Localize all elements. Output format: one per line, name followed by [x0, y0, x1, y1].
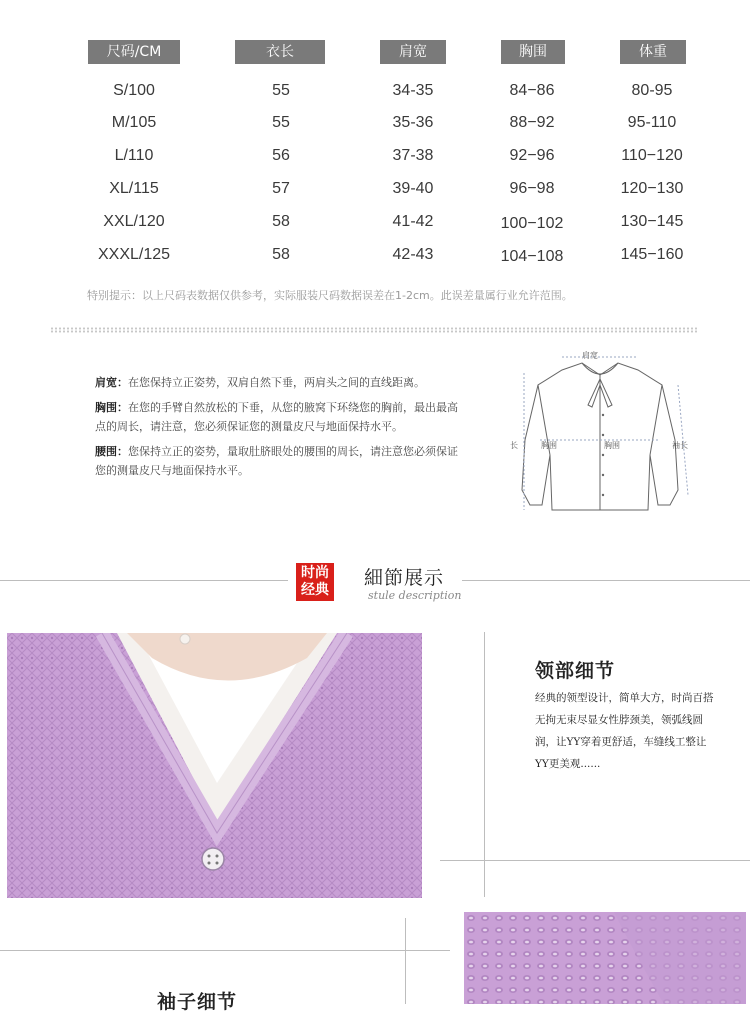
size-cell: 80-95	[631, 82, 673, 99]
badge-line-1: 时尚	[301, 565, 329, 581]
size-cell: 34-35	[392, 82, 434, 99]
measure-shoulder	[95, 373, 465, 392]
size-cell: 55	[272, 82, 290, 99]
header-length: 衣长	[235, 40, 325, 64]
size-tip: 特别提示：以上尺码表数据仅供参考，实际服装尺码数据误差在1-2cm。此误差量属行业允许范围。	[87, 289, 573, 302]
dotted-divider	[50, 327, 698, 333]
sleeve-rule-vertical	[405, 918, 406, 1004]
collar-photo	[7, 633, 422, 898]
measure-waist-label: 腰围：	[95, 445, 128, 458]
sleeve-title: 袖子细节	[157, 991, 238, 1013]
sleeve-photo	[464, 912, 746, 1004]
diagram-label-shoulder: 肩宽	[582, 351, 598, 360]
size-cell: 39-40	[392, 180, 434, 197]
size-cell: M/105	[111, 114, 157, 131]
header-size: 尺码/CM	[88, 40, 180, 64]
measure-chest-text: 在您的手臂自然放松的下垂，从您的腋窝下环绕您的胸前，最出最高点的周长，请注意，您必须保证您的测量皮尺与地面保持水平。	[95, 401, 458, 433]
measure-shoulder-label: 肩宽：	[95, 376, 128, 389]
shirt-diagram	[500, 345, 700, 525]
measure-chest	[95, 398, 465, 436]
size-cell: 120−130	[620, 180, 684, 197]
badge-line-2: 经典	[301, 582, 329, 598]
size-cell: 145−160	[620, 246, 684, 263]
fashion-badge	[296, 563, 334, 601]
measure-chest-label: 胸围：	[95, 401, 128, 414]
size-cell: 100−102	[500, 215, 564, 232]
measure-waist	[95, 442, 465, 480]
size-cell: 56	[272, 147, 290, 164]
size-cell: 130−145	[620, 213, 684, 230]
size-cell: 84−86	[509, 82, 555, 99]
header-shoulder: 肩宽	[380, 40, 446, 64]
diagram-label-sleeve: 袖长	[672, 441, 688, 450]
size-cell: 58	[272, 213, 290, 230]
section-rule-right	[462, 580, 750, 581]
collar-rule-vertical	[484, 632, 485, 897]
size-cell: 55	[272, 114, 290, 131]
size-cell: S/100	[113, 82, 155, 99]
collar-description: 经典的领型设计，简单大方，时尚百搭无拘无束尽显女性脖颈美，领弧线圆润，让YY穿着更舒适，车缝线工整让YY更美观......	[535, 692, 714, 770]
size-cell: 95-110	[627, 114, 677, 131]
measure-waist-text: 您保持立正的姿势，量取肚脐眼处的腰围的周长，请注意您必须保证您的测量皮尺与地面保持水平。	[95, 445, 458, 477]
collar-title: 领部细节	[535, 660, 616, 682]
header-weight: 体重	[620, 40, 686, 64]
header-chest: 胸围	[501, 40, 565, 64]
size-cell: 104−108	[500, 248, 564, 265]
size-cell: 42-43	[392, 246, 434, 263]
diagram-label-chest-right: 胸围	[604, 441, 620, 450]
size-cell: 57	[272, 180, 290, 197]
section-rule-left	[0, 580, 288, 581]
size-cell: 35-36	[392, 114, 434, 131]
diagram-label-length: 长	[510, 441, 518, 450]
sleeve-rule-horizontal	[0, 950, 450, 951]
size-cell: XXXL/125	[97, 246, 171, 263]
section-title: 細節展示	[364, 567, 445, 589]
size-cell: 41-42	[392, 213, 434, 230]
size-cell: 37-38	[392, 147, 434, 164]
measure-shoulder-text: 在您保持立正姿势，双肩自然下垂，两肩头之间的直线距离。	[128, 376, 425, 389]
size-cell: 110−120	[621, 147, 683, 164]
size-cell: XXL/120	[103, 213, 165, 230]
size-cell: 96−98	[509, 180, 555, 197]
section-subtitle: stule description	[368, 589, 462, 602]
size-cell: L/110	[114, 147, 154, 164]
size-cell: 92−96	[509, 147, 555, 164]
diagram-label-chest-left: 胸围	[541, 441, 557, 450]
size-cell: 88−92	[509, 114, 555, 131]
size-cell: XL/115	[109, 180, 159, 197]
size-cell: 58	[272, 246, 290, 263]
collar-rule-horizontal	[440, 860, 750, 861]
